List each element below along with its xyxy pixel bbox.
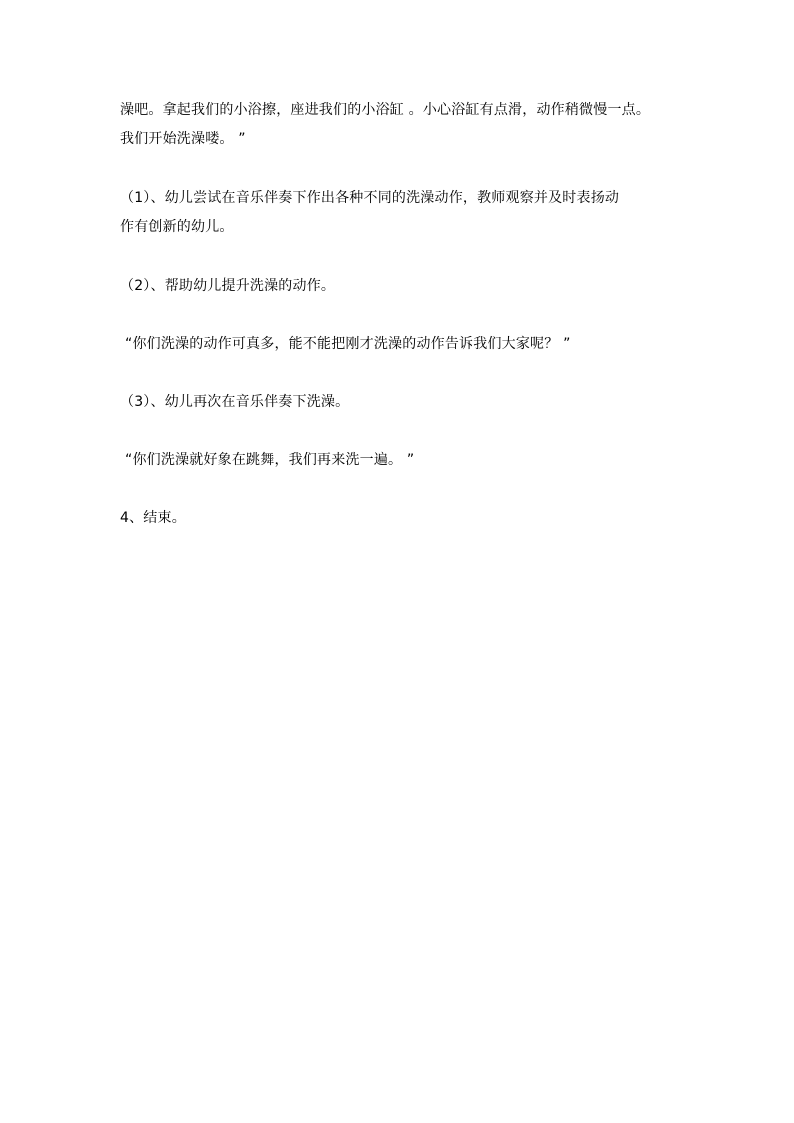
paragraph-line-6: （3）、幼儿再次在音乐伴奏下洗澡。 xyxy=(120,394,350,410)
quote-line-1: “你们洗澡的动作可真多，能不能把刚才洗澡的动作告诉我们大家呢？ ” xyxy=(125,336,571,352)
paragraph-line-2: 我们开始洗澡喽。 ” xyxy=(120,131,246,147)
paragraph-line-5: （2）、帮助幼儿提升洗澡的动作。 xyxy=(120,278,336,294)
paragraph-line-3: （1）、幼儿尝试在音乐伴奏下作出各种不同的洗澡动作，教师观察并及时表扬动 xyxy=(120,190,620,206)
paragraph-line-7: 4、结束。 xyxy=(120,510,186,526)
paragraph-line-4: 作有创新的幼儿。 xyxy=(120,219,234,235)
quote-line-2: “你们洗澡就好象在跳舞，我们再来洗一遍。 ” xyxy=(125,452,415,468)
paragraph-line-1: 澡吧。拿起我们的小浴擦，座进我们的小浴缸 。小心浴缸有点滑，动作稍微慢一点。 xyxy=(120,102,651,118)
